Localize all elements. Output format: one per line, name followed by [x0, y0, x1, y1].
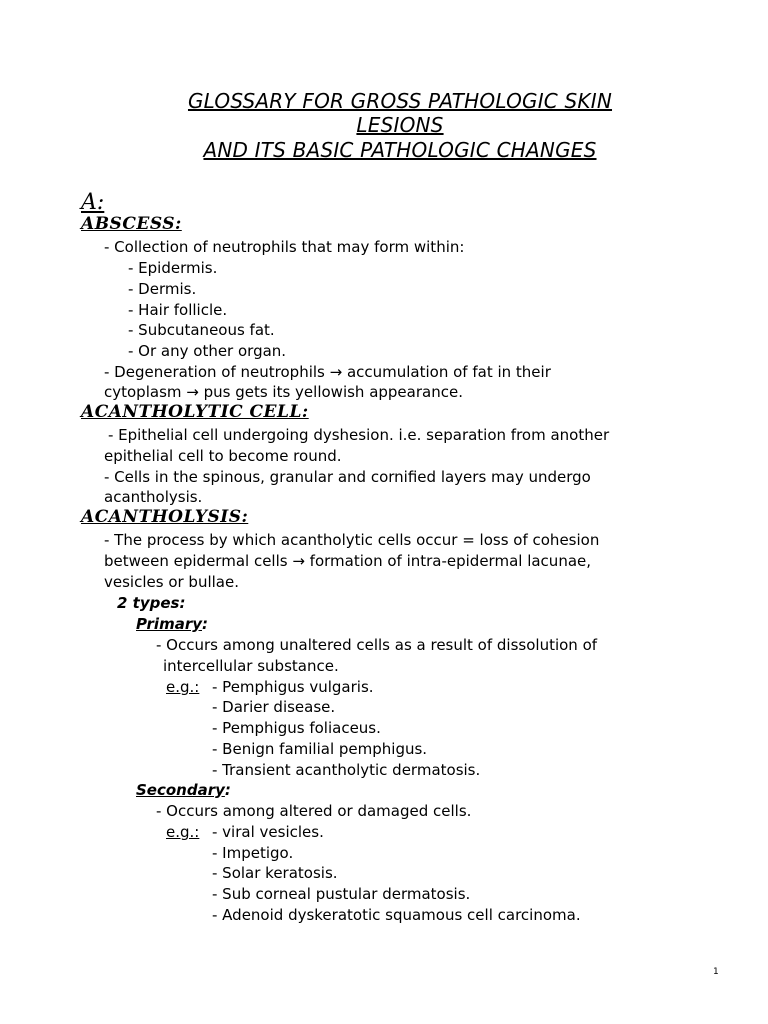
abscess-item: - Hair follicle.: [128, 301, 228, 319]
page-number: 1: [713, 967, 719, 977]
acantholysis-line-2: between epidermal cells → formation of intra-epidermal lacunae,: [104, 552, 592, 570]
secondary-line-1: - Occurs among altered or damaged cells.: [156, 802, 472, 820]
secondary-heading: Secondary:: [136, 781, 231, 799]
secondary-example: - viral vesicles.: [212, 823, 324, 841]
title-line-3: AND ITS BASIC PATHOLOGIC CHANGES: [203, 138, 597, 162]
primary-example: - Pemphigus foliaceus.: [212, 719, 381, 737]
abscess-line-1: - Collection of neutrophils that may form within:: [104, 238, 465, 256]
types-heading: 2 types:: [117, 594, 186, 612]
secondary-label: Secondary: [136, 781, 225, 799]
primary-label: Primary: [136, 615, 202, 633]
primary-example: - Transient acantholytic dermatosis.: [212, 761, 481, 779]
acantholytic-line-1: - Epithelial cell undergoing dyshesion. i.e. separation from another: [108, 426, 610, 444]
term-abscess: ABSCESS:: [81, 214, 182, 234]
acantholysis-line-1: - The process by which acantholytic cells occur = loss of cohesion: [104, 531, 600, 549]
primary-example: - Pemphigus vulgaris.: [212, 678, 374, 696]
term-acantholysis: ACANTHOLYSIS:: [81, 507, 249, 527]
abscess-line-2: - Degeneration of neutrophils → accumulation of fat in their: [104, 363, 551, 381]
abscess-item: - Or any other organ.: [128, 342, 287, 360]
title-line-1: GLOSSARY FOR GROSS PATHOLOGIC SKIN: [187, 89, 613, 113]
primary-example: - Benign familial pemphigus.: [212, 740, 428, 758]
abscess-item: - Epidermis.: [128, 259, 218, 277]
types-label: 2 types: [117, 594, 180, 612]
primary-line-2: intercellular substance.: [163, 657, 339, 675]
term-acantholytic-cell: ACANTHOLYTIC CELL:: [81, 402, 309, 422]
acantholytic-line-2: epithelial cell to become round.: [104, 447, 342, 465]
acantholysis-line-3: vesicles or bullae.: [104, 573, 239, 591]
acantholytic-line-4: acantholysis.: [104, 488, 203, 506]
section-letter: A:: [81, 190, 105, 215]
title-line-2: LESIONS: [356, 113, 444, 137]
secondary-example: - Solar keratosis.: [212, 864, 338, 882]
secondary-example: - Adenoid dyskeratotic squamous cell carcinoma.: [212, 906, 581, 924]
abscess-item: - Subcutaneous fat.: [128, 321, 275, 339]
abscess-line-3: cytoplasm → pus gets its yellowish appearance.: [104, 383, 463, 401]
secondary-eg-label: e.g.:: [166, 823, 200, 841]
primary-example: - Darier disease.: [212, 698, 336, 716]
secondary-example: - Sub corneal pustular dermatosis.: [212, 885, 471, 903]
primary-heading: Primary:: [136, 615, 208, 633]
secondary-example: - Impetigo.: [212, 844, 294, 862]
acantholytic-line-3: - Cells in the spinous, granular and cornified layers may undergo: [104, 468, 591, 486]
primary-line-1: - Occurs among unaltered cells as a result of dissolution of: [156, 636, 598, 654]
primary-eg-label: e.g.:: [166, 678, 200, 696]
abscess-item: - Dermis.: [128, 280, 197, 298]
